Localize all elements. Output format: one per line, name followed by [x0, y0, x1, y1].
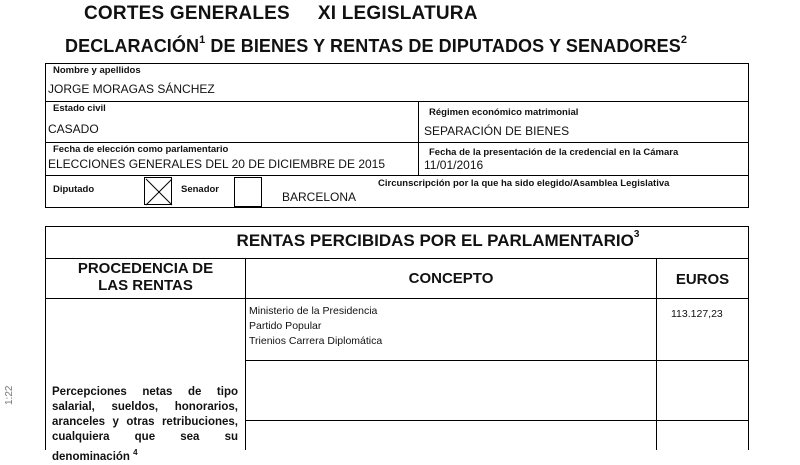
income-type-footnote: 4 [133, 448, 138, 457]
credential-date-label: Fecha de la presentación de la credencial en la Cámara [429, 147, 679, 158]
col-procedencia-line2: LAS RENTAS [98, 277, 193, 294]
marital-regime-label: Régimen económico matrimonial [429, 107, 579, 118]
concept-line: Partido Popular [249, 320, 322, 332]
senador-checkbox[interactable] [234, 177, 262, 207]
civil-status-value: CASADO [48, 122, 99, 136]
income-type-text: Percepciones netas de tipo salarial, sueldos, honorarios, aranceles y otras retribuciones, cualquiera que sea su denominación [52, 386, 238, 463]
title-footnote-2: 2 [680, 34, 688, 46]
senador-label: Senador [181, 184, 220, 195]
cortes-generales-label: CORTES GENERALES [84, 3, 290, 24]
header-line [84, 3, 478, 25]
legislatura-label: XI LEGISLATURA [317, 3, 478, 24]
document-title [65, 36, 687, 57]
rentas-title-text: RENTAS PERCIBIDAS POR EL PARLAMENTARIO [236, 231, 634, 250]
concept-line: Trienios Carrera Diplomática [249, 335, 383, 347]
credential-date-value: 11/01/2016 [424, 158, 484, 172]
row1-euros: 113.127,23 [671, 308, 723, 320]
election-date-value: ELECCIONES GENERALES DEL 20 DE DICIEMBRE DE 2015 [48, 157, 386, 171]
civil-status-label: Estado civil [53, 103, 106, 114]
income-type-description [52, 385, 238, 465]
col-procedencia-header [46, 260, 245, 294]
col-euros-header: EUROS [675, 271, 730, 288]
col-procedencia-line1: PROCEDENCIA DE [77, 260, 214, 277]
election-date-label: Fecha de elección como parlamentario [53, 144, 229, 155]
title-footnote-1: 1 [199, 34, 206, 46]
margin-stamp: 1:22 [4, 385, 15, 405]
col-concepto-header: CONCEPTO [408, 270, 494, 287]
circunscripcion-label: Circunscripción por la que ha sido elegido/Asamblea Legislativa [378, 178, 670, 189]
circunscripcion-value: BARCELONA [282, 190, 357, 204]
row1-concept [249, 304, 382, 349]
rentas-footnote: 3 [633, 229, 640, 240]
title-part1: DECLARACIÓN [65, 36, 200, 56]
name-label: Nombre y apellidos [53, 65, 141, 76]
concept-line: Ministerio de la Presidencia [249, 305, 378, 317]
title-part2: DE BIENES Y RENTAS DE DIPUTADOS Y SENADORES [205, 36, 681, 56]
check-x-icon [145, 178, 173, 206]
diputado-checkbox[interactable] [144, 177, 172, 205]
rentas-title [0, 231, 800, 251]
diputado-label: Diputado [53, 184, 95, 195]
marital-regime-value: SEPARACIÓN DE BIENES [424, 124, 570, 138]
name-value: JORGE MORAGAS SÁNCHEZ [48, 82, 215, 96]
